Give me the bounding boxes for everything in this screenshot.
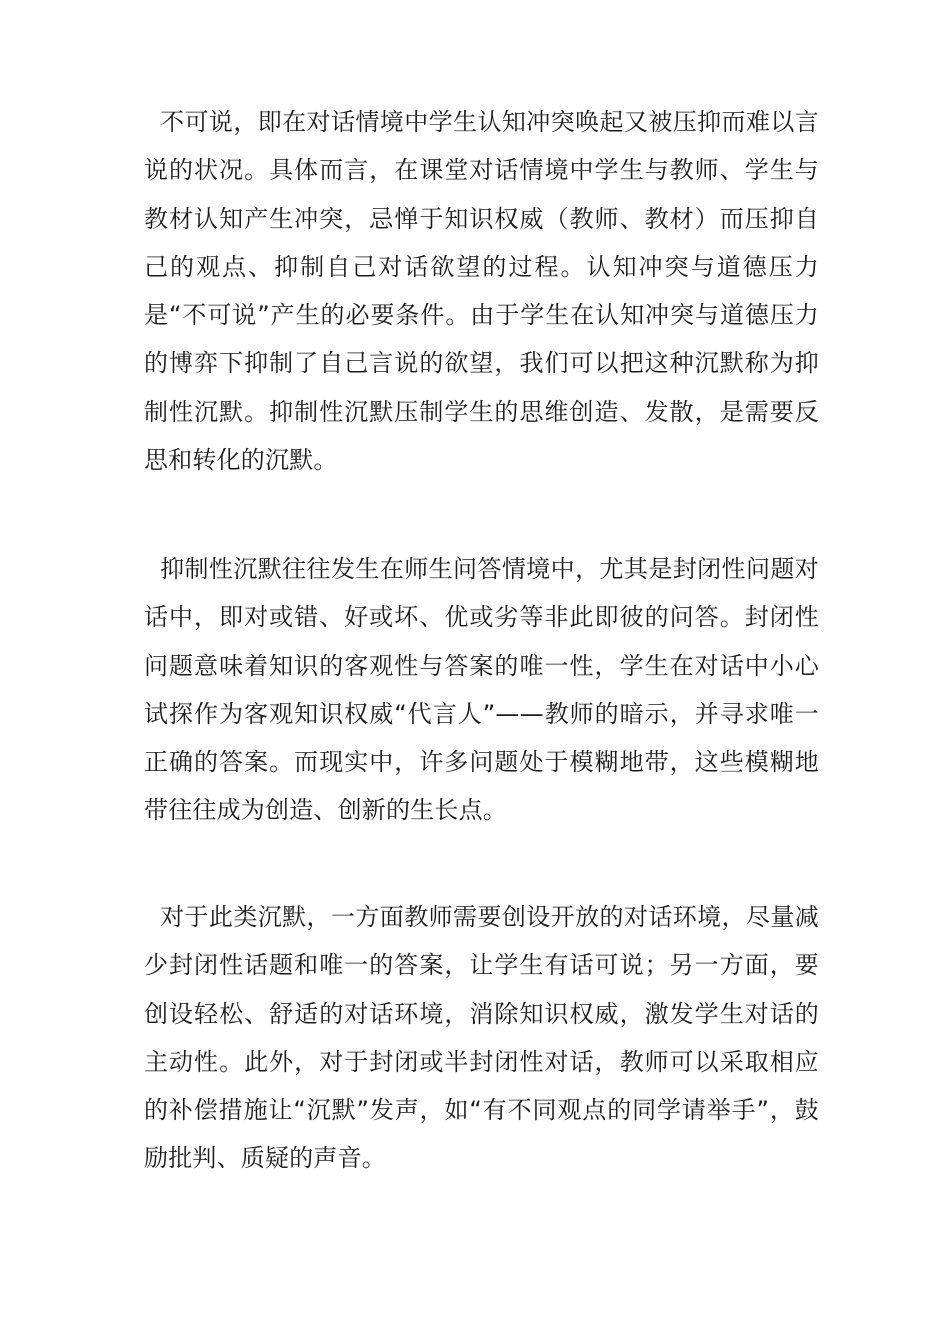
paragraph-closed-question-dialogue: 抑制性沉默往往发生在师生问答情境中，尤其是封闭性问题对话中，即对或错、好或坏、优或劣等非此即彼的问答。封闭性问题意味着知识的客观性与答案的唯一性，学生在对话中小心试探作为客观知识权威“代言人”——教师的暗示，并寻求唯一正确的答案。而现实中，许多问题处于模糊地带，这些模糊地带往往成为创造、创新的生长点。 bbox=[144, 555, 819, 825]
paragraph-teacher-strategies: 对于此类沉默，一方面教师需要创设开放的对话环境，尽量减少封闭性话题和唯一的答案，让学生有话可说；另一方面，要创设轻松、舒适的对话环境，消除知识权威，激发学生对话的主动性。此外，对于封闭或半封闭性对话，教师可以采取相应的补偿措施让“沉默”发声，如“有不同观点的同学请举手”，鼓励批判、质疑的声音。 bbox=[144, 903, 819, 1173]
paragraph-inhibitory-silence-definition: 不可说，即在对话情境中学生认知冲突唤起又被压抑而难以言说的状况。具体而言，在课堂对话情境中学生与教师、学生与教材认知产生冲突，忌惮于知识权威（教师、教材）而压抑自己的观点、抑制自己对话欲望的过程。认知冲突与道德压力是“不可说”产生的必要条件。由于学生在认知冲突与道德压力的博弈下抑制了自己言说的欲望，我们可以把这种沉默称为抑制性沉默。抑制性沉默压制学生的思维创造、发散，是需要反思和转化的沉默。 bbox=[144, 108, 819, 475]
